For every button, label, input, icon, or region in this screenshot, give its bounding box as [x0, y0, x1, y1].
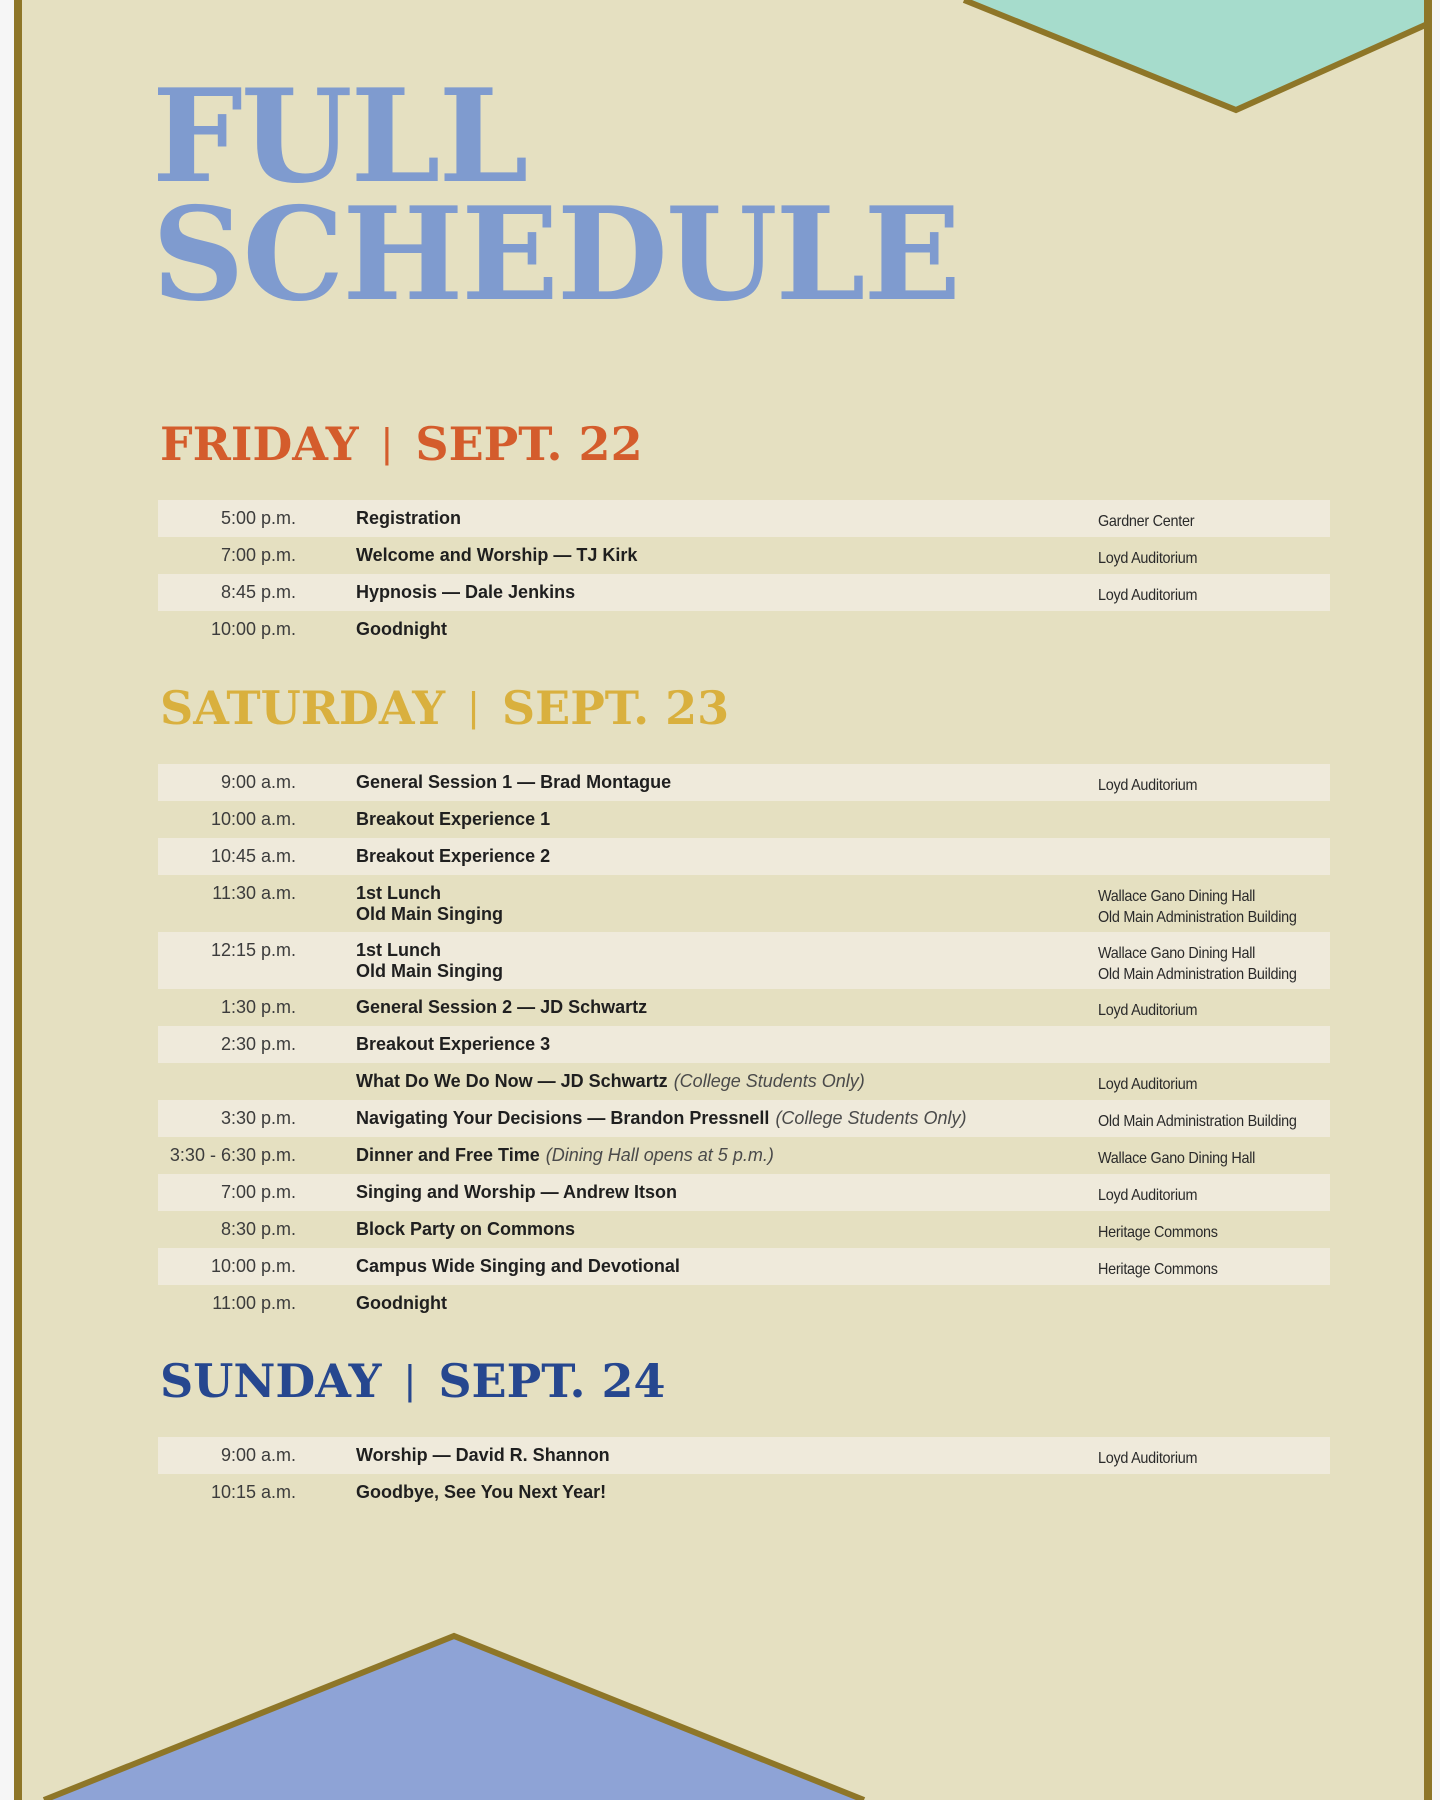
table-row [158, 1174, 1330, 1211]
event-title: Campus Wide Singing and Devotional [356, 1256, 680, 1276]
event-time: 9:00 a.m. [220, 1445, 296, 1465]
day-heading-saturday [160, 680, 729, 735]
event-title [356, 883, 503, 925]
table-row [158, 574, 1330, 611]
schedule-poster [14, 0, 1432, 1800]
event-location: Loyd Auditorium [1098, 1187, 1198, 1204]
event-title-line: Old Main Singing [356, 904, 503, 924]
event-location: Loyd Auditorium [1098, 1076, 1198, 1093]
event-title: Worship — David R. Shannon [356, 1445, 610, 1465]
event-title-line: 1st Lunch [356, 883, 442, 903]
event-note: (Dining Hall opens at 5 p.m.) [545, 1145, 774, 1165]
event-location: Heritage Commons [1098, 1224, 1218, 1241]
event-title: Block Party on Commons [356, 1219, 576, 1239]
friday-schedule-table [158, 500, 1330, 648]
event-time: 12:15 p.m. [210, 940, 296, 960]
event-title-text: What Do We Do Now — JD Schwartz [356, 1071, 668, 1091]
event-location-line: Old Main Administration Building [1098, 966, 1297, 983]
event-title [356, 1071, 865, 1092]
event-location: Loyd Auditorium [1098, 550, 1198, 567]
event-title-line: 1st Lunch [356, 940, 442, 960]
page-title [152, 62, 959, 330]
table-row [158, 1211, 1330, 1248]
event-location [1098, 886, 1297, 928]
event-time: 11:30 a.m. [212, 883, 296, 903]
event-note: (College Students Only) [673, 1071, 865, 1091]
event-location-line: Old Main Administration Building [1098, 909, 1297, 926]
table-row [158, 1026, 1330, 1063]
table-row [158, 801, 1330, 838]
event-time: 8:30 p.m. [220, 1219, 296, 1239]
event-location: Loyd Auditorium [1098, 1002, 1198, 1019]
event-title: Breakout Experience 1 [356, 809, 551, 829]
event-title: Goodbye, See You Next Year! [356, 1482, 607, 1502]
event-title-text: Navigating Your Decisions — Brandon Pressnell [356, 1108, 770, 1128]
table-row [158, 989, 1330, 1026]
event-time: 8:45 p.m. [220, 582, 296, 602]
event-location: Loyd Auditorium [1098, 1450, 1198, 1467]
day-heading-friday [160, 416, 643, 471]
event-time: 1:30 p.m. [220, 997, 296, 1017]
table-row [158, 1100, 1330, 1137]
table-row [158, 838, 1330, 875]
day-date: SEPT. 22 [415, 417, 643, 471]
day-heading-sunday [160, 1353, 666, 1408]
heading-divider: | [403, 1358, 417, 1402]
event-time: 2:30 p.m. [220, 1034, 296, 1054]
event-title: Hypnosis — Dale Jenkins [356, 582, 576, 602]
event-title [356, 1145, 774, 1166]
event-time: 10:00 a.m. [210, 809, 296, 829]
event-location-line: Wallace Gano Dining Hall [1098, 888, 1256, 905]
event-time: 10:45 a.m. [210, 846, 296, 866]
title-line-2: SCHEDULE [152, 180, 959, 330]
event-title-text: Dinner and Free Time [356, 1145, 540, 1165]
event-title: General Session 2 — JD Schwartz [356, 997, 648, 1017]
table-row [158, 1474, 1330, 1511]
table-row [158, 611, 1330, 648]
day-name: SUNDAY [160, 1354, 382, 1408]
heading-divider: | [380, 421, 394, 465]
event-title: Welcome and Worship — TJ Kirk [356, 545, 638, 565]
event-title [356, 940, 503, 982]
event-time: 10:00 p.m. [210, 1256, 296, 1276]
sunday-schedule-table [158, 1437, 1330, 1511]
event-time: 11:00 p.m. [212, 1293, 296, 1313]
heading-divider: | [467, 685, 480, 729]
event-location: Old Main Administration Building [1098, 1113, 1297, 1130]
event-title-line: Old Main Singing [356, 961, 503, 981]
table-row [158, 1248, 1330, 1285]
event-title: Breakout Experience 3 [356, 1034, 551, 1054]
event-title: General Session 1 — Brad Montague [356, 772, 672, 792]
table-row [158, 1437, 1330, 1474]
event-time: 3:30 p.m. [220, 1108, 296, 1128]
table-row [158, 875, 1330, 932]
event-time: 9:00 a.m. [220, 772, 296, 792]
table-row [158, 764, 1330, 801]
day-date: SEPT. 24 [438, 1354, 666, 1408]
event-time: 7:00 p.m. [220, 1182, 296, 1202]
event-time: 3:30 - 6:30 p.m. [169, 1145, 296, 1165]
day-date: SEPT. 23 [501, 681, 730, 735]
event-time: 7:00 p.m. [220, 545, 296, 565]
table-row [158, 1137, 1330, 1174]
blue-triangle-shape [44, 1636, 864, 1800]
event-title: Registration [356, 508, 462, 528]
table-row [158, 537, 1330, 574]
event-location-line: Wallace Gano Dining Hall [1098, 945, 1256, 962]
table-row [158, 500, 1330, 537]
event-time: 5:00 p.m. [220, 508, 296, 528]
table-row [158, 1285, 1330, 1322]
day-name: SATURDAY [160, 681, 446, 735]
event-title: Goodnight [356, 619, 447, 639]
day-name: FRIDAY [160, 417, 359, 471]
event-note: (College Students Only) [775, 1108, 967, 1128]
event-title: Breakout Experience 2 [356, 846, 551, 866]
event-time: 10:00 p.m. [210, 619, 296, 639]
event-title: Goodnight [356, 1293, 447, 1313]
event-location: Loyd Auditorium [1098, 777, 1198, 794]
title-line-1: FULL [152, 62, 527, 212]
event-location: Loyd Auditorium [1098, 587, 1198, 604]
table-row [158, 1063, 1330, 1100]
event-location [1098, 943, 1297, 985]
event-location: Wallace Gano Dining Hall [1098, 1150, 1256, 1167]
table-row [158, 932, 1330, 989]
event-location: Gardner Center [1098, 513, 1195, 530]
event-title [356, 1108, 967, 1129]
event-time: 10:15 a.m. [210, 1482, 296, 1502]
event-title: Singing and Worship — Andrew Itson [356, 1182, 677, 1202]
event-location: Heritage Commons [1098, 1261, 1218, 1278]
saturday-schedule-table [158, 764, 1330, 1322]
